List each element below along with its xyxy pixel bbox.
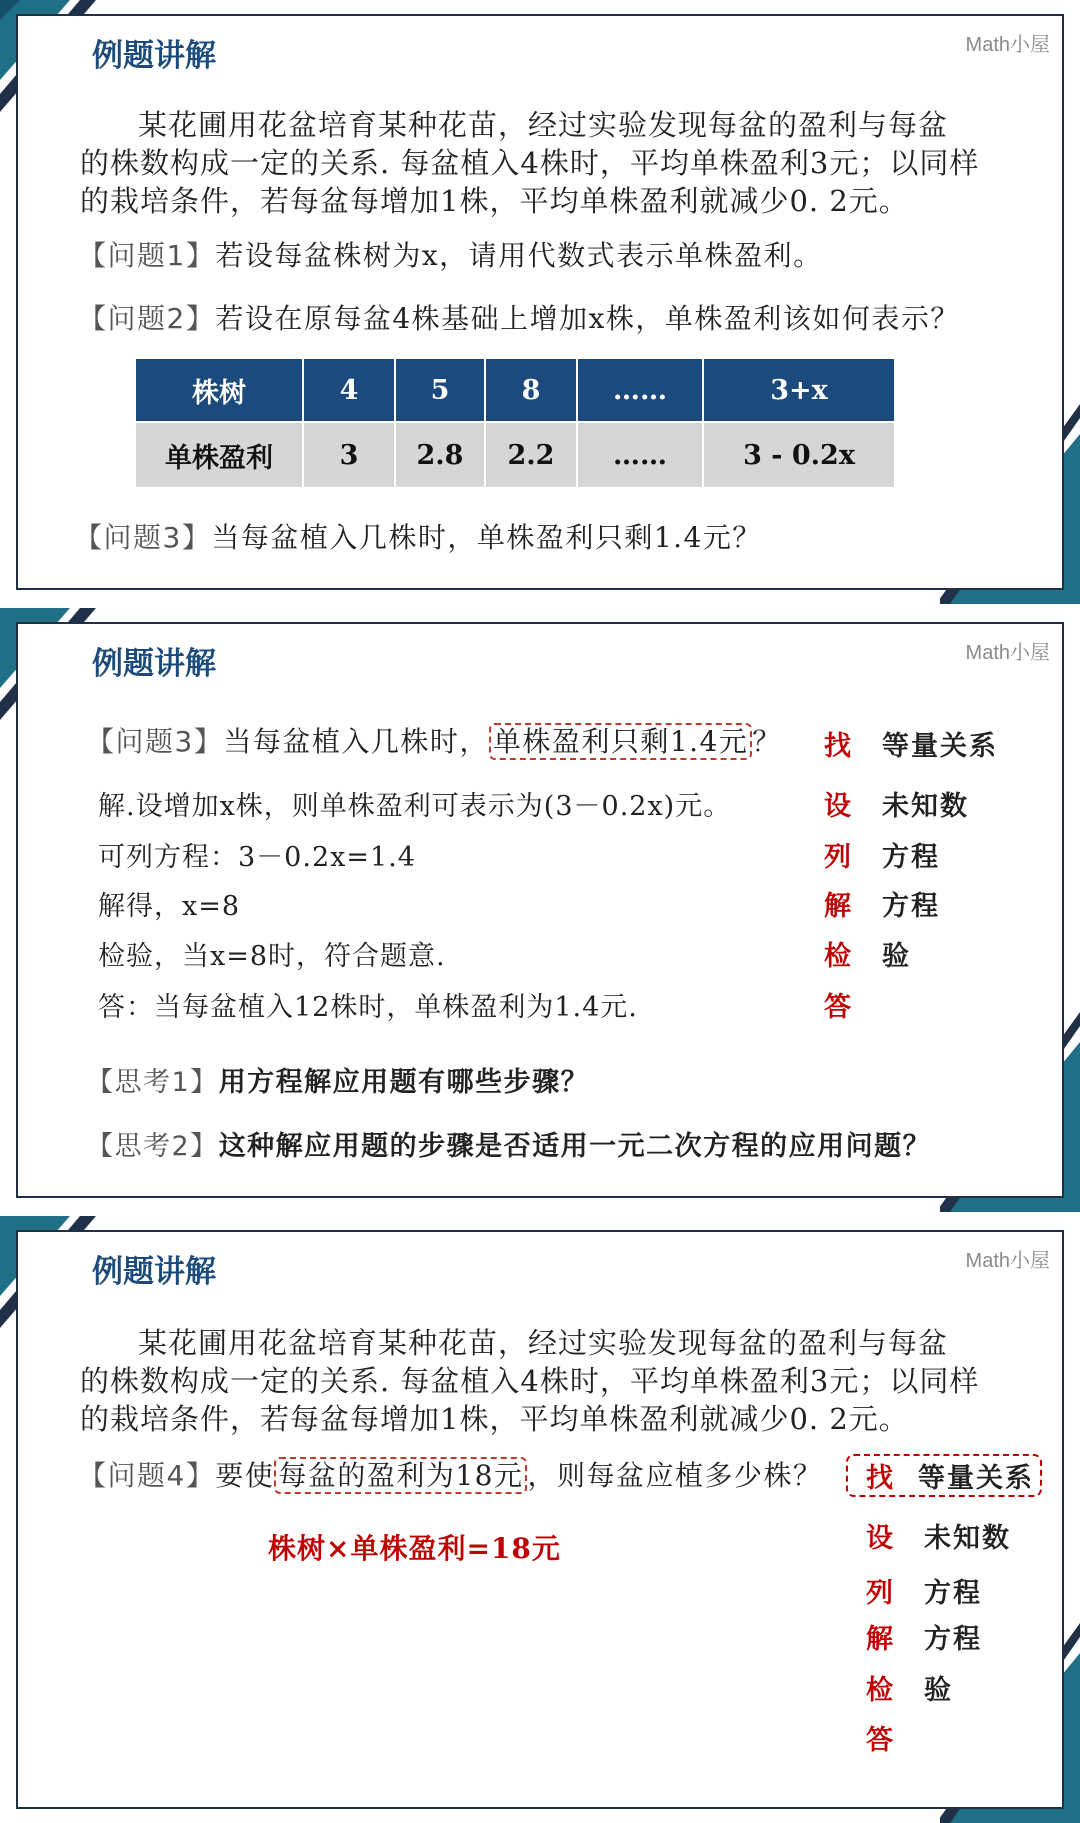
solution-line: 检验，当x=8时，符合题意. bbox=[98, 941, 446, 972]
table-cell: 单株盈利 bbox=[136, 422, 303, 487]
question-text: 当每盆植入几株时，单株盈利只剩1.4元？ bbox=[211, 521, 762, 554]
table-cell: …… bbox=[577, 359, 703, 422]
step-text: 方程 bbox=[924, 1624, 982, 1655]
equality-relation: 株树×单株盈利=18元 bbox=[268, 1532, 561, 1565]
question-3 bbox=[86, 720, 782, 760]
step-text: 等量关系 bbox=[882, 731, 998, 762]
step-key: 找 bbox=[866, 1463, 895, 1494]
table-cell: 3+x bbox=[703, 359, 895, 422]
step-key: 答 bbox=[866, 1725, 895, 1756]
step-text: 方程 bbox=[882, 842, 940, 873]
step-key: 检 bbox=[866, 1675, 895, 1706]
problem-paragraph bbox=[80, 1324, 990, 1438]
brand-watermark: Math小屋 bbox=[965, 1250, 1050, 1272]
question-tag: 【问题3】 bbox=[86, 725, 224, 758]
paragraph-line: 的栽培条件，若每盆每增加1株，平均单株盈利就减少0. 2元。 bbox=[80, 184, 909, 218]
step-text: 验 bbox=[924, 1675, 953, 1706]
paragraph-line: 的株数构成一定的关系. 每盆植入4株时，平均单株盈利3元；以同样 bbox=[80, 1364, 980, 1398]
step-item bbox=[866, 1516, 1011, 1555]
highlighted-condition: 每盆的盈利为18元 bbox=[274, 1457, 527, 1494]
table-cell: 4 bbox=[303, 359, 395, 422]
question-text: 要使 bbox=[215, 1459, 275, 1492]
table-cell: 2.8 bbox=[395, 422, 485, 487]
question-tag: 【问题2】 bbox=[78, 302, 216, 335]
slide-title: 例题讲解 bbox=[92, 38, 216, 73]
step-item bbox=[866, 1571, 982, 1610]
step-item-boxed bbox=[846, 1454, 1042, 1497]
slide-3 bbox=[0, 1216, 1080, 1823]
brand-watermark: Math小屋 bbox=[965, 642, 1050, 664]
step-text: 方程 bbox=[924, 1578, 982, 1609]
slide-1 bbox=[0, 0, 1080, 604]
step-text: 等量关系 bbox=[918, 1463, 1034, 1494]
step-key: 列 bbox=[824, 842, 853, 873]
table-row bbox=[136, 359, 895, 422]
paragraph-line: 某花圃用花盆培育某种花苗，经过实验发现每盆的盈利与每盆 bbox=[138, 1326, 949, 1360]
step-text: 验 bbox=[882, 941, 911, 972]
highlighted-condition: 单株盈利只剩1.4元 bbox=[489, 723, 753, 760]
table-cell: 3 - 0.2x bbox=[703, 422, 895, 487]
question-text: 若设每盆株树为x，请用代数式表示单株盈利。 bbox=[215, 239, 823, 272]
question-3 bbox=[74, 516, 762, 556]
step-key: 设 bbox=[824, 791, 853, 822]
question-text: ，则每盆应植多少株？ bbox=[527, 1459, 823, 1492]
step-text: 未知数 bbox=[924, 1523, 1011, 1554]
question-tag: 【问题1】 bbox=[78, 239, 216, 272]
step-item bbox=[824, 724, 998, 763]
step-item bbox=[824, 985, 882, 1024]
step-text: 方程 bbox=[882, 891, 940, 922]
step-key: 解 bbox=[824, 891, 853, 922]
step-item bbox=[866, 1718, 924, 1757]
question-2 bbox=[78, 297, 960, 337]
step-key: 解 bbox=[866, 1624, 895, 1655]
step-key: 设 bbox=[866, 1523, 895, 1554]
step-item bbox=[824, 934, 911, 973]
question-text: 当每盆植入几株时， bbox=[223, 725, 489, 758]
profit-table bbox=[136, 359, 896, 487]
step-item bbox=[824, 835, 940, 874]
question-1 bbox=[78, 234, 823, 274]
brand-watermark: Math小屋 bbox=[965, 34, 1050, 56]
question-text: 若设在原每盆4株基础上增加x株，单株盈利该如何表示？ bbox=[215, 302, 960, 335]
table-cell: 2.2 bbox=[485, 422, 577, 487]
slide-title: 例题讲解 bbox=[92, 1254, 216, 1289]
think-1 bbox=[86, 1060, 589, 1099]
table-cell: 8 bbox=[485, 359, 577, 422]
table-cell: 株树 bbox=[136, 359, 303, 422]
step-key: 检 bbox=[824, 941, 853, 972]
problem-paragraph bbox=[80, 106, 990, 220]
step-item bbox=[824, 884, 940, 923]
slide-2 bbox=[0, 608, 1080, 1212]
step-key: 答 bbox=[824, 992, 853, 1023]
step-item bbox=[866, 1668, 953, 1707]
step-text: 未知数 bbox=[882, 791, 969, 822]
solution-line: 答：当每盆植入12株时，单株盈利为1.4元. bbox=[98, 992, 638, 1023]
question-text: ？ bbox=[752, 725, 782, 758]
think-text: 用方程解应用题有哪些步骤？ bbox=[218, 1067, 590, 1098]
think-tag: 【思考2】 bbox=[86, 1131, 219, 1162]
think-text: 这种解应用题的步骤是否适用一元二次方程的应用问题？ bbox=[218, 1131, 932, 1162]
question-tag: 【问题4】 bbox=[78, 1459, 216, 1492]
step-key: 列 bbox=[866, 1578, 895, 1609]
solution-line: 解.设增加x株，则单株盈利可表示为(3－0.2x)元。 bbox=[98, 791, 732, 822]
table-cell: 5 bbox=[395, 359, 485, 422]
solution-line: 解得，x=8 bbox=[98, 891, 241, 922]
table-cell: 3 bbox=[303, 422, 395, 487]
slide-title: 例题讲解 bbox=[92, 646, 216, 681]
paragraph-line: 的株数构成一定的关系. 每盆植入4株时，平均单株盈利3元；以同样 bbox=[80, 146, 980, 180]
think-tag: 【思考1】 bbox=[86, 1067, 219, 1098]
paragraph-line: 的栽培条件，若每盆每增加1株，平均单株盈利就减少0. 2元。 bbox=[80, 1402, 909, 1436]
table-row bbox=[136, 422, 895, 487]
step-item bbox=[866, 1617, 982, 1656]
solution-line: 可列方程：3－0.2x=1.4 bbox=[98, 842, 416, 873]
paragraph-line: 某花圃用花盆培育某种花苗，经过实验发现每盆的盈利与每盆 bbox=[138, 108, 949, 142]
question-tag: 【问题3】 bbox=[74, 521, 212, 554]
step-item bbox=[824, 784, 969, 823]
step-key: 找 bbox=[824, 731, 853, 762]
think-2 bbox=[86, 1124, 931, 1163]
question-4 bbox=[78, 1454, 823, 1494]
table-cell: …… bbox=[577, 422, 703, 487]
